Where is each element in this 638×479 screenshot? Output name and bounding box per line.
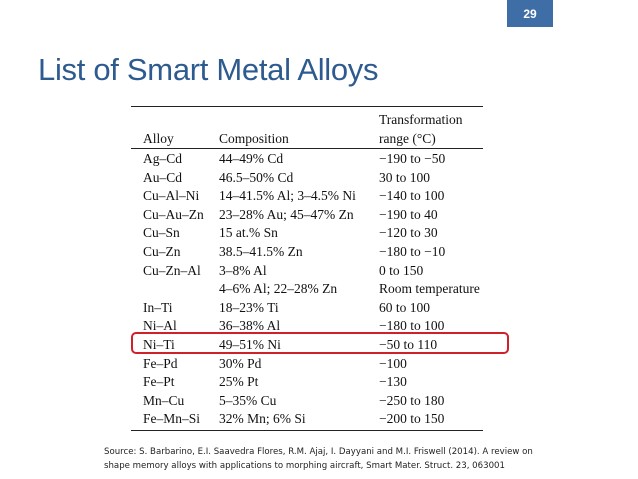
composition-cell: 38.5–41.5% Zn [219, 244, 303, 259]
range-cell: −190 to 40 [379, 206, 438, 222]
range-cell: Room temperature [379, 281, 480, 297]
source-line-1: Source: S. Barbarino, E.I. Saavedra Flores, R.M. Ajaj, I. Dayyani and M.I. Friswell (2014). A review on [104, 447, 533, 457]
table-row [131, 355, 483, 373]
header-composition: Composition [219, 131, 289, 146]
alloy-cell: Ni–Ti [143, 337, 175, 352]
alloy-cell: Cu–Sn [143, 225, 180, 241]
range-cell: −250 to 180 [379, 392, 445, 408]
table-row [131, 243, 483, 261]
composition-cell: 32% Mn; 6% Si [219, 411, 306, 427]
top-bar [0, 0, 638, 28]
alloy-cell: Cu–Al–Ni [143, 188, 200, 204]
table-top-rule [131, 106, 483, 107]
range-cell: −180 to −10 [379, 244, 446, 259]
range-cell: −100 [379, 355, 407, 371]
table-row [131, 169, 483, 187]
table-row [131, 392, 483, 410]
composition-cell: 44–49% Cd [219, 151, 284, 166]
range-cell: 60 to 100 [379, 299, 431, 315]
composition-cell: 3–8% Al [219, 262, 267, 278]
range-cell: −120 to 30 [379, 225, 438, 241]
composition-cell: 30% Pd [219, 355, 262, 371]
alloy-cell: Cu–Zn–Al [143, 262, 201, 278]
source-line-2: shape memory alloys with applications to morphing aircraft, Smart Mater. Struct. 23, 063001 [104, 461, 505, 471]
alloy-cell: Fe–Pd [143, 355, 178, 371]
alloy-table [131, 104, 483, 434]
composition-cell: 5–35% Cu [219, 392, 277, 408]
range-cell: −140 to 100 [379, 188, 445, 204]
composition-cell: 23–28% Au; 45–47% Zn [219, 206, 354, 222]
alloy-cell: Mn–Cu [143, 392, 185, 408]
composition-cell: 4–6% Al; 22–28% Zn [219, 281, 338, 297]
table-bottom-rule [131, 430, 483, 431]
table-row [131, 206, 483, 224]
table-row [131, 224, 483, 242]
source-citation [104, 445, 574, 473]
range-cell: 0 to 150 [379, 262, 424, 278]
alloy-cell: Fe–Pt [143, 374, 175, 390]
slide-number: 29 [523, 6, 537, 21]
composition-cell: 49–51% Ni [219, 337, 281, 352]
header-alloy: Alloy [143, 131, 174, 146]
table-row [131, 187, 483, 205]
range-cell: −180 to 100 [379, 318, 445, 334]
table-row [131, 410, 483, 428]
range-cell: −200 to 150 [379, 411, 445, 427]
alloy-cell: Cu–Au–Zn [143, 206, 204, 222]
composition-cell: 36–38% Al [219, 318, 281, 334]
table-row [131, 299, 483, 317]
table-row [131, 150, 483, 168]
range-cell: −190 to −50 [379, 151, 446, 166]
range-cell: −130 [379, 374, 407, 390]
composition-cell: 25% Pt [219, 374, 259, 390]
ni-ti-highlight-box [131, 332, 509, 354]
composition-cell: 14–41.5% Al; 3–4.5% Ni [219, 188, 356, 204]
composition-cell: 46.5–50% Cd [219, 169, 294, 185]
composition-cell: 15 at.% Sn [219, 225, 278, 241]
alloy-cell: In–Ti [143, 299, 173, 315]
table-row [131, 262, 483, 280]
table-header-rule [131, 148, 483, 149]
alloy-cell: Cu–Zn [143, 244, 181, 259]
alloy-cell: Fe–Mn–Si [143, 411, 201, 427]
alloy-cell: Ag–Cd [143, 151, 183, 166]
slide-number-badge [507, 0, 553, 27]
alloy-cell: Au–Cd [143, 169, 183, 185]
composition-cell: 18–23% Ti [219, 299, 279, 315]
table-row [131, 373, 483, 391]
alloy-cell: Ni–Al [143, 318, 177, 334]
range-cell: 30 to 100 [379, 169, 431, 185]
slide-title: List of Smart Metal Alloys [38, 52, 379, 87]
table-row [131, 280, 483, 298]
header-transformation: Transformation [379, 112, 463, 127]
range-cell: −50 to 110 [379, 337, 438, 352]
header-range: range (°C) [379, 131, 436, 146]
